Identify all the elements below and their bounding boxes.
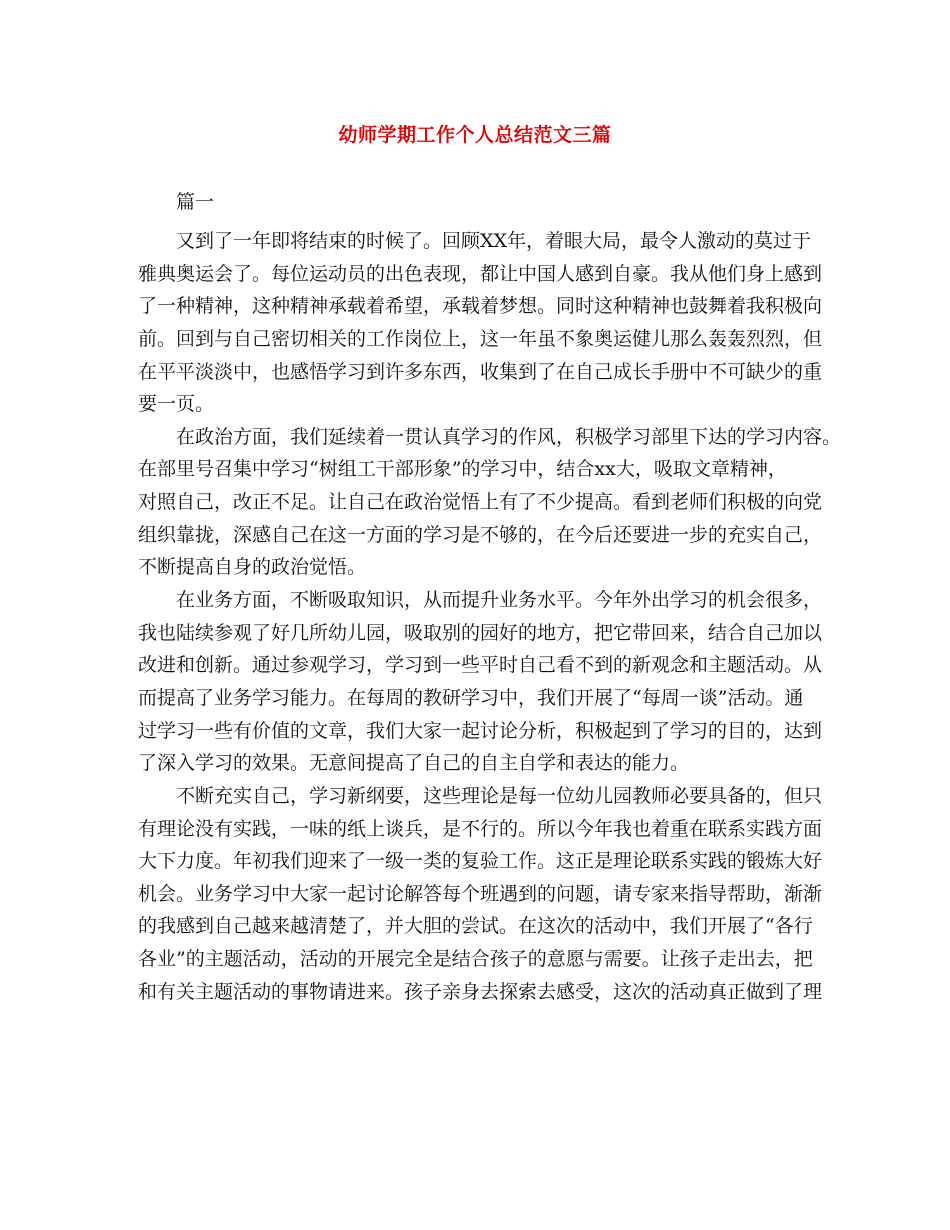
paragraph-line: 过学习一些有价值的文章，我们大家一起讨论分析，积极起到了学习的目的，达到 bbox=[138, 719, 823, 742]
paragraph-line: 而提高了业务学习能力。在每周的教研学习中，我们开展了“每周一谈”活动。通 bbox=[138, 686, 804, 709]
paragraph-line: 改进和创新。通过参观学习，学习到一些平时自己看不到的新观念和主题活动。从 bbox=[138, 654, 823, 677]
paragraph-line: 组织靠拢，深感自己在这一方面的学习是不够的，在今后还要进一步的充实自己， bbox=[138, 523, 823, 546]
paragraph-line: 不断充实自己，学习新纲要，这些理论是每一位幼儿园教师必要具备的，但只 bbox=[176, 784, 823, 807]
paragraph-line: 和有关主题活动的事物请进来。孩子亲身去探索去感受，这次的活动真正做到了理 bbox=[138, 980, 823, 1003]
paragraph-line: 的我感到自己越来越清楚了，并大胆的尝试。在这次的活动中，我们开展了“各行 bbox=[138, 915, 813, 938]
paragraph-line: 机会。业务学习中大家一起讨论解答每个班遇到的问题，请专家来指导帮助，渐渐 bbox=[138, 882, 823, 905]
paragraph-line: 在政治方面，我们延续着一贯认真学习的作风，积极学习部里下达的学习内容。 bbox=[176, 425, 842, 448]
paragraph-line: 在平平淡淡中，也感悟学习到许多东西，收集到了在自己成长手册中不可缺少的重 bbox=[138, 360, 823, 383]
body-text bbox=[138, 225, 842, 1008]
paragraph-line: 对照自己，改正不足。让自己在政治觉悟上有了不少提高。看到老师们积极的向党 bbox=[138, 491, 823, 514]
paragraph-line: 我也陆续参观了好几所幼儿园，吸取别的园好的地方，把它带回来，结合自己加以 bbox=[138, 621, 823, 644]
paragraph-line: 了一种精神，这种精神承载着希望，承载着梦想。同时这种精神也鼓舞着我积极向 bbox=[138, 295, 823, 318]
paragraph-line: 在部里号召集中学习“树组工干部形象”的学习中，结合xx大，吸取文章精神， bbox=[138, 458, 787, 481]
paragraph-line: 在业务方面，不断吸取知识，从而提升业务水平。今年外出学习的机会很多， bbox=[176, 589, 823, 612]
section-heading: 篇一 bbox=[176, 191, 215, 213]
paragraph-line: 前。回到与自己密切相关的工作岗位上，这一年虽不象奥运健儿那么轰轰烈烈，但 bbox=[138, 327, 823, 350]
document-title: 幼师学期工作个人总结范文三篇 bbox=[338, 124, 612, 146]
paragraph-line: 了深入学习的效果。无意间提高了自己的自主自学和表达的能力。 bbox=[138, 752, 690, 775]
paragraph-line: 要一页。 bbox=[138, 393, 215, 416]
paragraph-line: 有理论没有实践，一味的纸上谈兵，是不行的。所以今年我也着重在联系实践方面 bbox=[138, 817, 823, 840]
paragraph-line: 各业”的主题活动，活动的开展完全是结合孩子的意愿与需要。让孩子走出去，把 bbox=[138, 948, 813, 971]
paragraph-line: 大下力度。年初我们迎来了一级一类的复验工作。这正是理论联系实践的锻炼大好 bbox=[138, 850, 823, 873]
paragraph-line: 又到了一年即将结束的时候了。回顾XX年，着眼大局，最令人激动的莫过于 bbox=[176, 230, 812, 252]
paragraph-line: 雅典奥运会了。每位运动员的出色表现，都让中国人感到自豪。我从他们身上感到 bbox=[138, 262, 823, 285]
paragraph-line: 不断提高自身的政治觉悟。 bbox=[138, 556, 367, 579]
